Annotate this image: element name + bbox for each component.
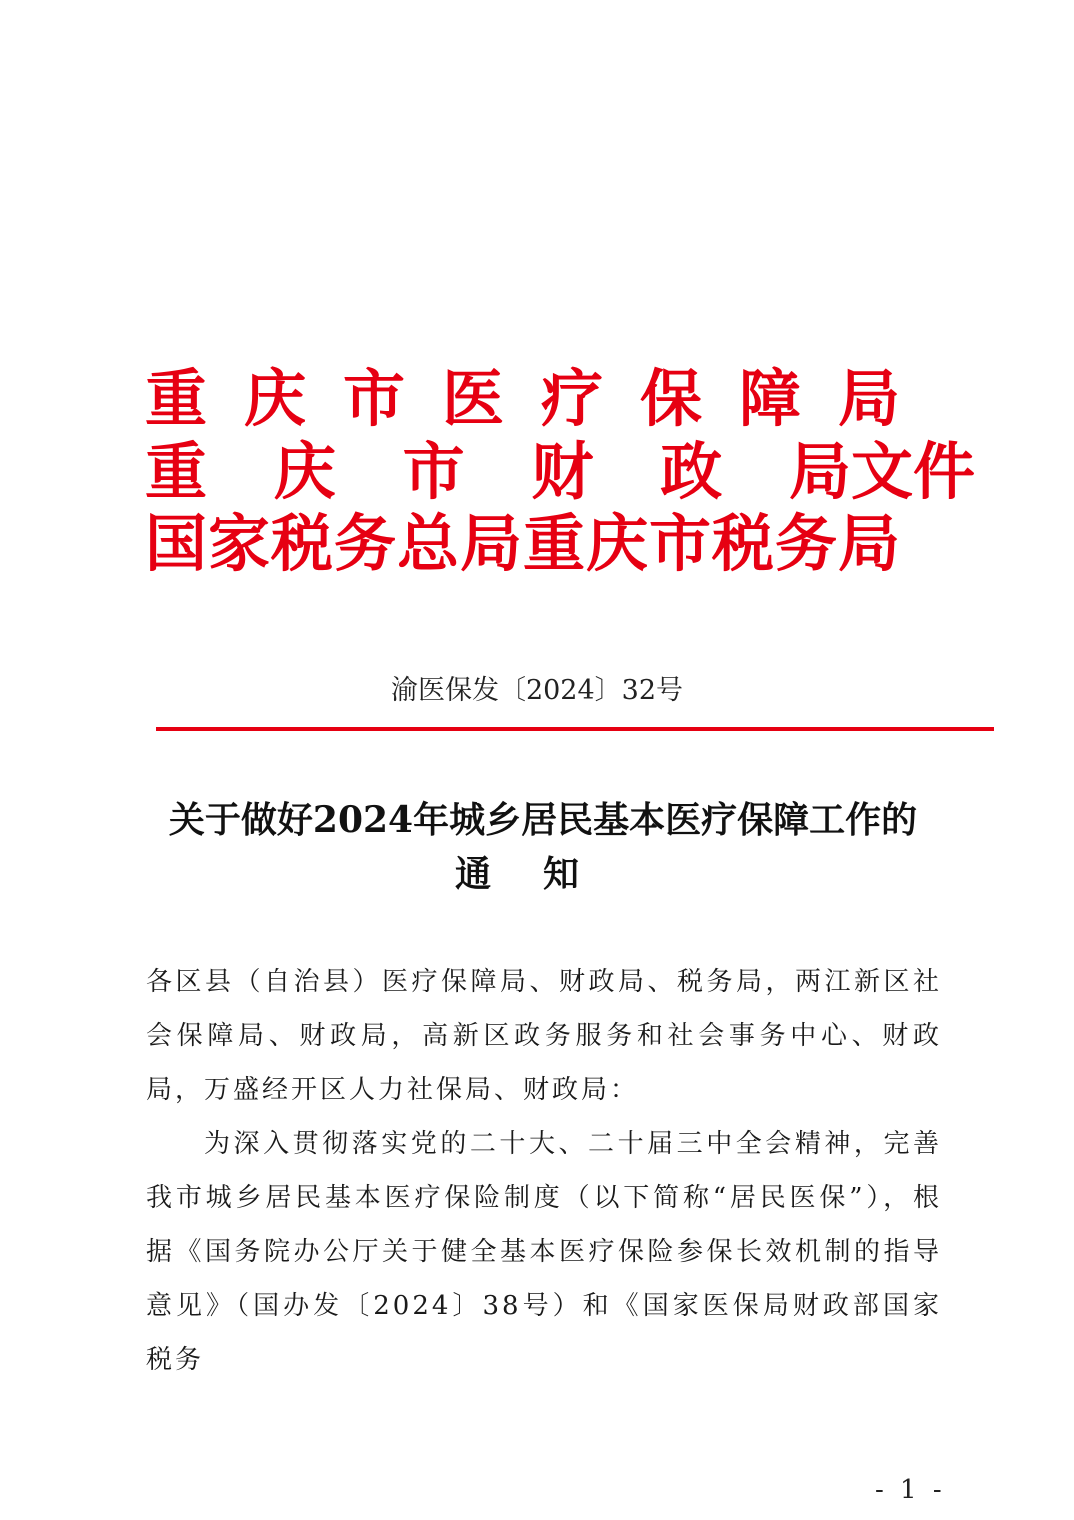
issuer-line-medical-security-bureau: 重庆市医疗保障局	[145, 362, 938, 435]
issuer-line-finance-bureau	[145, 435, 975, 508]
page-number: - 1 -	[875, 1475, 946, 1505]
document-title-line-1: 关于做好2024年城乡居民基本医疗保障工作的	[168, 799, 918, 841]
body-paragraph: 为深入贯彻落实党的二十大、二十届三中全会精神，完善我市城乡居民基本医疗保险制度（以下简称“居民医保”），根据《国务院办公厅关于健全基本医疗保险参保长效机制的指导意见》（国办发〔2024〕38号）和《国家医保局财政部国家税务	[146, 1129, 942, 1375]
issuer-2-char: 政	[660, 435, 723, 508]
red-separator-line	[156, 727, 994, 731]
addressee-paragraph: 各区县（自治县）医疗保障局、财政局、税务局，两江新区社会保障局、财政局，高新区政务服务和社会事务中心、财政局，万盛经开区人力社保局、财政局：	[146, 967, 942, 1105]
issuer-2-char: 庆	[273, 435, 336, 508]
document-title-line-2: 通知	[454, 853, 631, 895]
issuer-2-char: 重	[145, 435, 208, 508]
issuer-2-char: 财	[531, 435, 594, 508]
issuer-2-char: 市	[402, 435, 465, 508]
issuer-2-char: 局文件	[788, 435, 975, 508]
issuer-line-tax-bureau: 国家税务总局重庆市税务局	[145, 507, 902, 580]
document-number: 渝医保发〔2024〕32号	[390, 675, 684, 706]
